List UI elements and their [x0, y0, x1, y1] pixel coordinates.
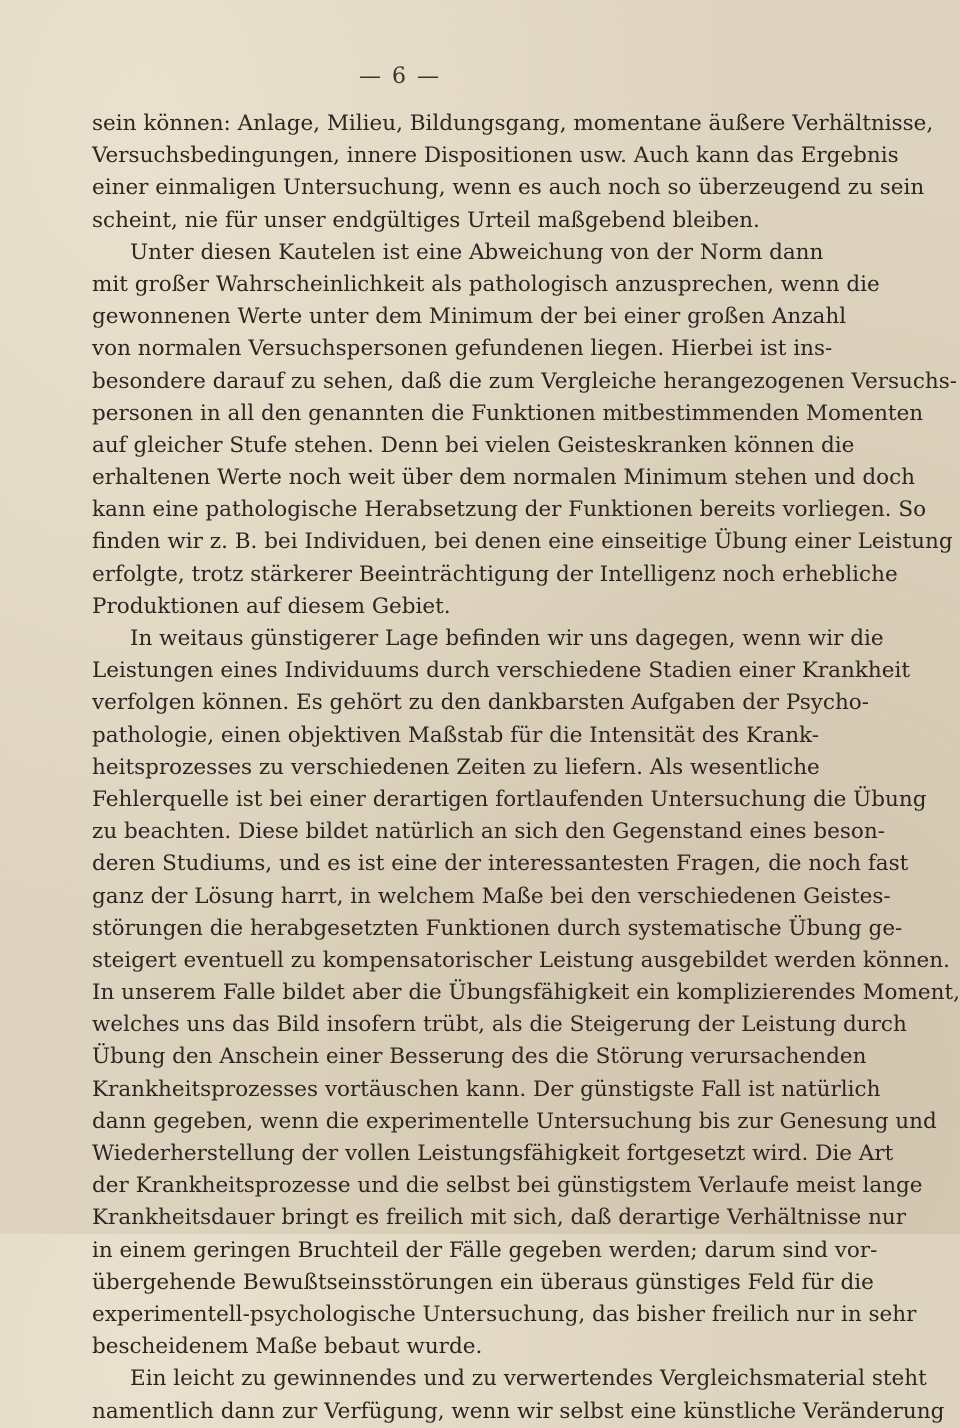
text-line: namentlich dann zur Verfügung, wenn wir selbst eine künstliche Veränderung	[92, 1398, 945, 1424]
text-line: auf gleicher Stufe stehen. Denn bei vielen Geisteskranken können die	[92, 432, 855, 458]
text-line: bescheidenem Maße bebaut wurde.	[92, 1334, 483, 1360]
text-line: Versuchsbedingungen, innere Dispositionen usw. Auch kann das Ergebnis	[92, 143, 899, 169]
text-line: Produktionen auf diesem Gebiet.	[92, 593, 451, 619]
text-line: ganz der Lösung harrt, in welchem Maße bei den verschiedenen Geistes-	[92, 883, 891, 909]
text-line: deren Studiums, und es ist eine der interessantesten Fragen, die noch fast	[92, 851, 909, 877]
text-line: Unter diesen Kautelen ist eine Abweichung von der Norm dann	[130, 239, 824, 265]
text-line: Krankheitsdauer bringt es freilich mit sich, daß derartige Verhältnisse nur	[92, 1205, 907, 1231]
text-line: gewonnenen Werte unter dem Minimum der bei einer großen Anzahl	[92, 304, 847, 330]
text-line: der Krankheitsprozesse und die selbst bei günstigstem Verlaufe meist lange	[92, 1173, 923, 1199]
text-line: sein können: Anlage, Milieu, Bildungsgang, momentane äußere Verhältnisse,	[92, 111, 934, 136]
body-text	[92, 108, 960, 1428]
text-line: zu beachten. Diese bildet natürlich an sich den Gegenstand eines beson-	[92, 819, 885, 845]
text-line: Leistungen eines Individuums durch verschiedene Stadien einer Krankheit	[92, 658, 910, 684]
text-line: Wiederherstellung der vollen Leistungsfähigkeit fortgesetzt wird. Die Art	[92, 1141, 894, 1166]
text-line: Fehlerquelle ist bei einer derartigen fortlaufenden Untersuchung die Übung	[92, 786, 927, 812]
text-line: Krankheitsprozesses vortäuschen kann. Der günstigste Fall ist natürlich	[92, 1076, 881, 1102]
text-line: Übung den Anschein einer Besserung des die Störung verursachenden	[92, 1044, 867, 1070]
text-line: pathologie, einen objektiven Maßstab für die Intensität des Krank-	[92, 722, 819, 748]
text-line: besondere darauf zu sehen, daß die zum Vergleiche herangezogenen Versuchs-	[92, 368, 958, 394]
text-line: scheint, nie für unser endgültiges Urteil maßgebend bleiben.	[92, 207, 760, 233]
text-line: welches uns das Bild insofern trübt, als die Steigerung der Leistung durch	[92, 1012, 907, 1038]
text-line: störungen die herabgesetzten Funktionen durch systematische Übung ge-	[92, 915, 903, 941]
text-line: einer einmaligen Untersuchung, wenn es auch noch so überzeugend zu sein	[92, 175, 925, 201]
text-line: In weitaus günstigerer Lage befinden wir uns dagegen, wenn wir die	[130, 626, 884, 651]
page-number: — 6 —	[359, 64, 441, 89]
text-line: In unserem Falle bildet aber die Übungsfähigkeit ein komplizierendes Moment,	[92, 980, 960, 1006]
text-line: steigert eventuell zu kompensatorischer Leistung ausgebildet werden können.	[92, 947, 950, 973]
text-line: erhaltenen Werte noch weit über dem normalen Minimum stehen und doch	[92, 465, 916, 491]
text-line: von normalen Versuchspersonen gefundenen liegen. Hierbei ist ins-	[92, 336, 833, 362]
text-line: finden wir z. B. bei Individuen, bei denen eine einseitige Übung einer Leistung	[92, 529, 953, 555]
text-line: in einem geringen Bruchteil der Fälle gegeben werden; darum sind vor-	[92, 1237, 878, 1263]
text-line: experimentell-psychologische Untersuchung, das bisher freilich nur in sehr	[92, 1301, 917, 1327]
text-line: mit großer Wahrscheinlichkeit als pathologisch anzusprechen, wenn die	[92, 271, 880, 297]
text-line: dann gegeben, wenn die experimentelle Untersuchung bis zur Genesung und	[92, 1108, 937, 1134]
text-line: verfolgen können. Es gehört zu den dankbarsten Aufgaben der Psycho-	[92, 690, 870, 716]
text-line: Ein leicht zu gewinnendes und zu verwertendes Vergleichsmaterial steht	[130, 1366, 927, 1392]
text-line: kann eine pathologische Herabsetzung der Funktionen bereits vorliegen. So	[92, 497, 927, 523]
text-line: personen in all den genannten die Funktionen mitbestimmenden Momenten	[92, 400, 924, 426]
text-line: heitsprozesses zu verschiedenen Zeiten zu liefern. Als wesentliche	[92, 754, 820, 780]
text-line: erfolgte, trotz stärkerer Beeinträchtigung der Intelligenz noch erhebliche	[92, 561, 898, 587]
text-line: übergehende Bewußtseinsstörungen ein überaus günstiges Feld für die	[92, 1269, 874, 1295]
